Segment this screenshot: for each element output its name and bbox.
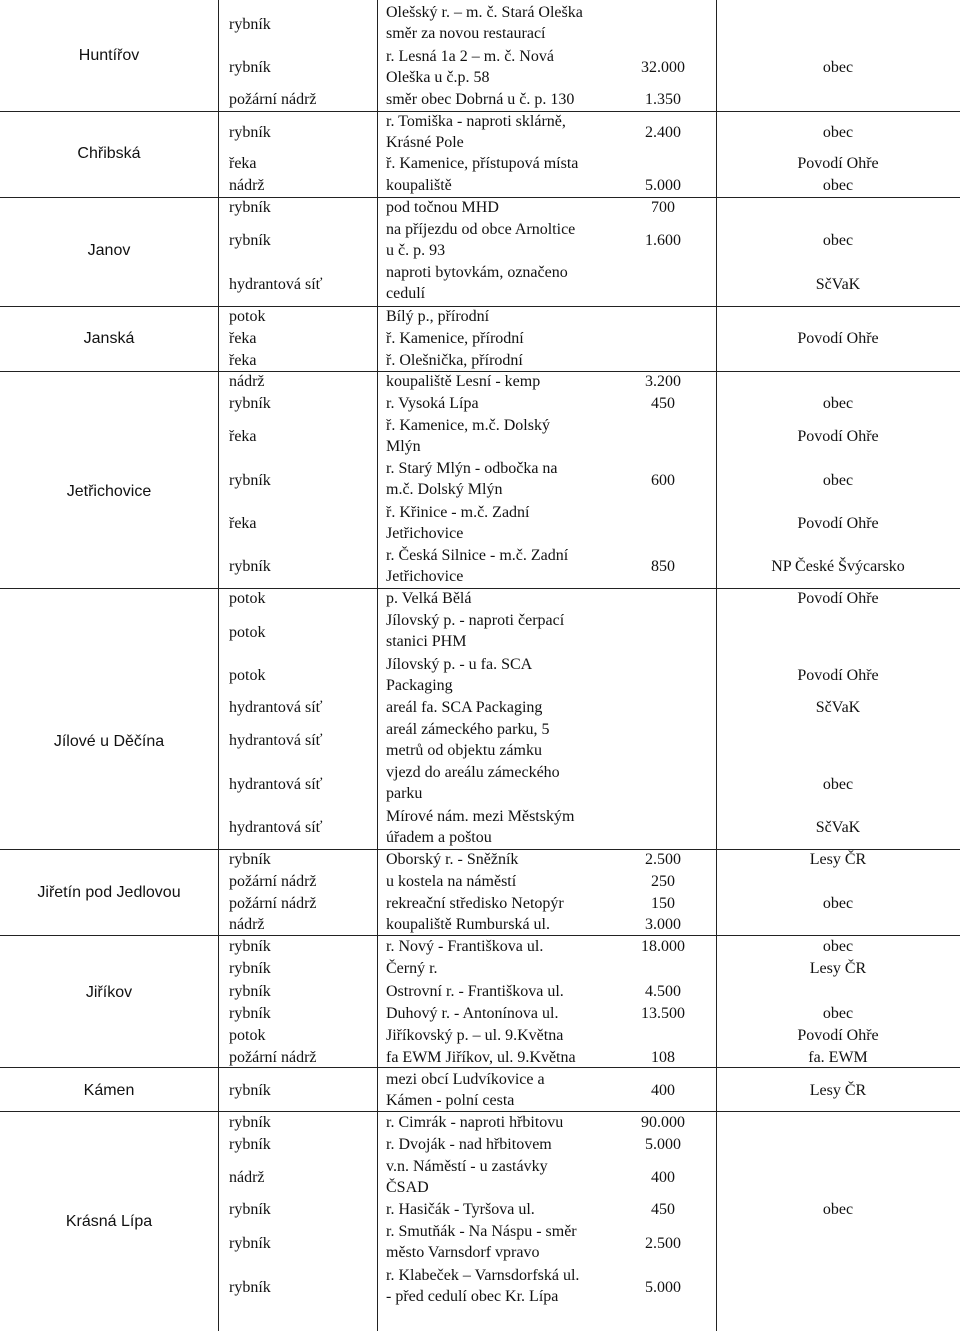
source-location: r. Smutňák - Na Náspu - směr město Varnsdorf vpravo [386,1223,577,1261]
source-owner: obec [822,471,854,489]
source-type: hydrantová síť [229,732,323,749]
source-location: Jílovský p. - naproti čerpací stanici PHM [386,612,565,650]
source-location: r. Starý Mlýn - odbočka na m.č. Dolský Mlýn [386,460,558,498]
municipality-name: Janská [83,330,135,347]
source-type: rybník [229,938,271,955]
source-type: požární nádrž [229,895,317,912]
municipality-name: Kámen [83,1082,135,1099]
source-location: vjezd do areálu zámeckého parku [386,764,560,802]
source-location: mezi obcí Ludvíkovice a Kámen - polní cesta [386,1071,545,1109]
column-divider [716,0,717,1331]
source-owner: Povodí Ohře [797,590,879,607]
source-location: r. Hasičák - Tyršova ul. [386,1201,535,1218]
source-type: potok [229,667,266,684]
source-type: rybník [229,851,271,868]
source-volume: 250 [651,873,675,890]
column-divider [218,0,219,1331]
source-volume: 400 [651,1169,675,1186]
municipality-name: Chřibská [77,145,141,162]
column-divider [377,0,378,1331]
municipality-name: Jílové u Děčína [53,733,165,750]
source-volume: 5.000 [645,1278,681,1296]
source-type: rybník [229,59,271,76]
source-location: r. Nový - Františkova ul. [386,938,544,955]
source-location: ř. Kamenice, přírodní [386,330,524,347]
source-location: Duhový r. - Antonínova ul. [386,1005,559,1022]
source-location: koupaliště [386,177,452,194]
source-owner: obec [822,395,854,412]
source-type: hydrantová síť [229,275,323,293]
source-owner: fa. EWM [808,1049,868,1066]
source-location: Olešský r. – m. č. Stará Oleška směr za novou restaurací [386,4,583,42]
source-type: rybník [229,1278,271,1296]
source-volume: 18.000 [641,938,685,955]
source-owner: obec [822,59,854,76]
source-owner: Lesy ČR [809,1082,867,1099]
source-type: řeka [229,352,257,369]
source-location: Ostrovní r. - Františkova ul. [386,983,564,1000]
source-owner: Povodí Ohře [797,428,879,445]
source-volume: 90.000 [641,1114,685,1131]
source-owner: obec [822,775,854,793]
source-volume: 4.500 [645,983,681,1000]
source-volume: 1.600 [645,232,681,249]
municipality-name: Huntířov [78,47,140,64]
source-volume: 450 [651,1201,675,1218]
source-volume: 600 [651,471,675,489]
source-type: hydrantová síť [229,819,323,836]
source-location: Černý r. [386,960,438,977]
source-type: nádrž [229,373,265,390]
source-volume: 850 [651,558,675,575]
source-type: nádrž [229,177,265,194]
source-owner: obec [822,938,854,955]
source-type: řeka [229,515,257,532]
source-volume: 700 [651,199,675,216]
source-type: požární nádrž [229,91,317,108]
source-type: potok [229,590,266,607]
source-volume: 5.000 [645,177,681,194]
municipality-name: Jetřichovice [66,483,152,500]
source-owner: Lesy ČR [809,851,867,868]
source-location: Jiříkovský p. – ul. 9.Května [386,1027,564,1044]
source-volume: 5.000 [645,1136,681,1153]
source-location: koupaliště Rumburská ul. [386,916,550,933]
source-type: požární nádrž [229,873,317,890]
source-owner: SčVaK [815,275,861,293]
source-volume: 1.350 [645,91,681,108]
source-owner: obec [822,123,854,141]
source-type: nádrž [229,1169,265,1186]
source-owner: Povodí Ohře [797,1027,879,1044]
source-owner: obec [822,895,854,912]
source-type: rybník [229,960,271,977]
source-volume: 2.500 [645,1234,681,1252]
municipality-name: Janov [87,242,131,259]
source-owner: obec [822,1201,854,1218]
source-location: koupaliště Lesní - kemp [386,373,541,390]
source-type: potok [229,1027,266,1044]
source-location: areál fa. SCA Packaging [386,699,543,716]
source-location: p. Velká Bělá [386,590,472,607]
source-location: ř. Křinice - m.č. Zadní Jetřichovice [386,504,530,542]
source-location: naproti bytovkám, označeno cedulí [386,264,568,302]
source-volume: 150 [651,895,675,912]
source-type: řeka [229,428,257,445]
source-type: rybník [229,558,271,575]
source-type: rybník [229,1082,271,1099]
source-type: rybník [229,1136,271,1153]
source-location: fa EWM Jiříkov, ul. 9.Května [386,1049,576,1066]
source-location: u kostela na náměstí [386,873,517,890]
source-type: rybník [229,1005,271,1022]
source-type: potok [229,308,266,325]
source-location: ř. Kamenice, m.č. Dolský Mlýn [386,417,550,455]
source-owner: obec [822,1005,854,1022]
source-location: ř. Kamenice, přístupová místa [386,155,579,172]
source-volume: 400 [651,1082,675,1099]
source-location: r. Česká Silnice - m.č. Zadní Jetřichovice [386,547,569,585]
source-type: rybník [229,123,271,141]
source-type: potok [229,623,266,641]
source-type: hydrantová síť [229,775,323,793]
source-volume: 3.000 [645,916,681,933]
source-owner: obec [822,177,854,194]
source-type: řeka [229,330,257,347]
source-type: řeka [229,155,257,172]
source-volume: 2.400 [645,123,681,141]
source-location: rekreační středisko Netopýr [386,895,564,912]
source-type: rybník [229,983,271,1000]
source-volume: 13.500 [641,1005,685,1022]
source-location: pod točnou MHD [386,199,499,216]
municipality-name: Jiříkov [85,984,133,1001]
source-volume: 450 [651,395,675,412]
source-type: rybník [229,471,271,489]
source-type: rybník [229,395,271,412]
source-owner: Povodí Ohře [797,515,879,532]
source-volume: 2.500 [645,851,681,868]
source-location: v.n. Náměstí - u zastávky ČSAD [386,1158,548,1196]
source-location: r. Klabeček – Varnsdorfská ul. - před cedulí obec Kr. Lípa [386,1267,580,1305]
source-location: r. Lesná 1a 2 – m. č. Nová Oleška u č.p. 58 [386,48,554,86]
source-location: ř. Olešnička, přírodní [386,352,523,369]
source-location: Bílý p., přírodní [386,308,490,325]
source-owner: Lesy ČR [809,960,867,977]
source-location: Oborský r. - Sněžník [386,851,519,868]
source-location: r. Dvoják - nad hřbitovem [386,1136,552,1153]
source-location: směr obec Dobrná u č. p. 130 [386,91,575,108]
source-owner: NP České Švýcarsko [771,558,905,575]
source-location: r. Cimrák - naproti hřbitovu [386,1114,564,1131]
source-type: rybník [229,1201,271,1218]
municipality-name: Jiřetín pod Jedlovou [37,884,181,901]
source-owner: obec [822,232,854,249]
source-owner: SčVaK [815,699,861,716]
source-location: Jílovský p. - u fa. SCA Packaging [386,656,533,694]
source-volume: 108 [651,1049,675,1066]
source-location: Mírové nám. mezi Městským úřadem a poštou [386,808,575,846]
source-owner: Povodí Ohře [797,155,879,172]
source-volume: 32.000 [641,59,685,76]
source-location: r. Vysoká Lípa [386,395,479,412]
source-volume: 3.200 [645,373,681,390]
source-location: na příjezdu od obce Arnoltice u č. p. 93 [386,221,576,259]
source-owner: Povodí Ohře [797,667,879,684]
source-location: areál zámeckého parku, 5 metrů od objektu zámku [386,721,550,759]
source-type: rybník [229,1234,271,1252]
source-location: r. Tomiška - naproti sklárně, Krásné Pole [386,113,566,151]
source-type: rybník [229,15,271,33]
source-owner: Povodí Ohře [797,330,879,347]
municipality-name: Krásná Lípa [65,1213,153,1230]
source-type: rybník [229,1114,271,1131]
source-owner: SčVaK [815,819,861,836]
source-type: hydrantová síť [229,699,323,716]
source-type: rybník [229,232,271,249]
source-type: nádrž [229,916,265,933]
source-type: požární nádrž [229,1049,317,1066]
source-type: rybník [229,199,271,216]
